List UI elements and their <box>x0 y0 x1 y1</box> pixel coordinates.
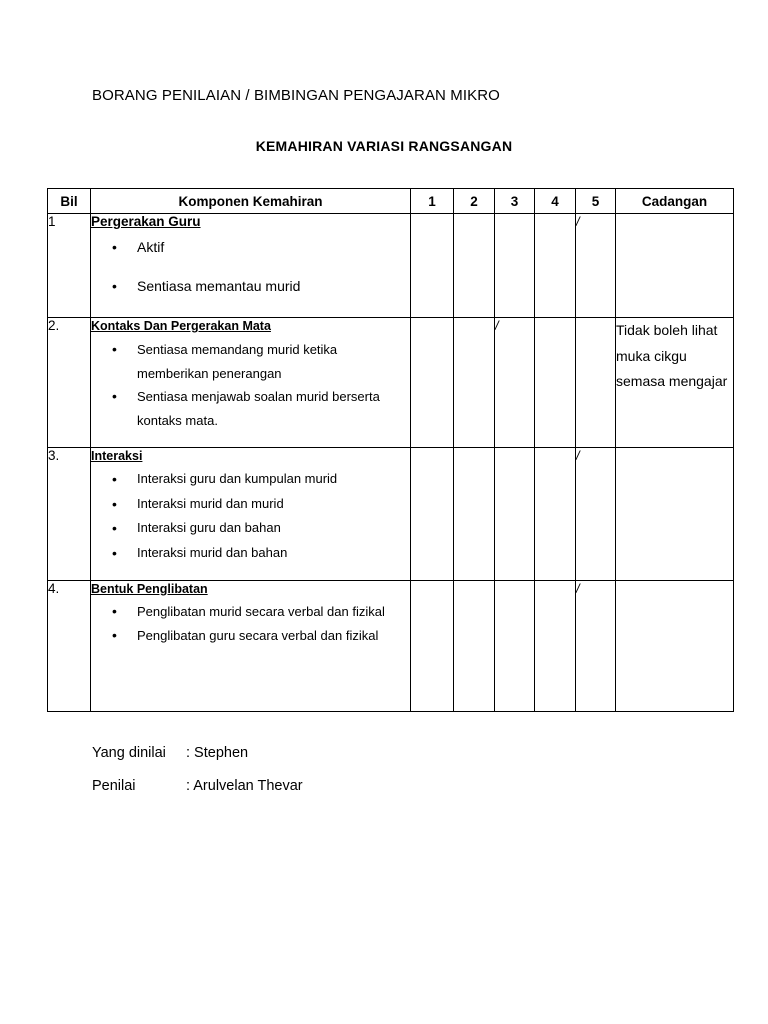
component-heading: Bentuk Penglibatan <box>91 582 208 596</box>
list-item: • Sentiasa menjawab soalan murid berserta kontaks mata. <box>91 385 410 432</box>
header-score-5: 5 <box>576 189 616 214</box>
component-points <box>91 338 410 432</box>
score-cell-4 <box>535 448 576 581</box>
score-cell-3 <box>495 214 535 318</box>
evaluation-table <box>47 188 734 712</box>
component-cell <box>91 214 411 318</box>
evaluator-value: : Arulvelan Thevar <box>186 778 303 794</box>
evaluator-label: Penilai <box>92 778 136 794</box>
score-cell-3 <box>495 581 535 712</box>
row-number: 1 <box>48 214 91 318</box>
list-item: • Sentiasa memantau murid <box>91 276 410 296</box>
header-komponen: Komponen Kemahiran <box>91 189 411 214</box>
header-cadangan: Cadangan <box>616 189 734 214</box>
evaluator-line <box>92 778 303 794</box>
evaluated-line <box>92 745 248 761</box>
evaluated-label: Yang dinilai <box>92 745 166 761</box>
score-cell-5 <box>576 318 616 448</box>
section-title: KEMAHIRAN VARIASI RANGSANGAN <box>255 138 513 154</box>
list-item: • Sentiasa memandang murid ketika memberikan penerangan <box>91 338 410 385</box>
score-cell-1 <box>411 214 454 318</box>
list-item: • Interaksi murid dan bahan <box>91 541 410 566</box>
list-item: • Penglibatan guru secara verbal dan fizikal <box>91 624 410 648</box>
component-cell <box>91 448 411 581</box>
evaluated-value: : Stephen <box>186 745 249 761</box>
document-title: BORANG PENILAIAN / BIMBINGAN PENGAJARAN MIKRO <box>92 87 500 104</box>
header-score-4: 4 <box>535 189 576 214</box>
score-cell-5: / <box>576 581 616 712</box>
component-points <box>91 237 410 296</box>
header-score-2: 2 <box>454 189 495 214</box>
component-heading: Pergerakan Guru <box>91 214 201 229</box>
score-cell-3 <box>495 448 535 581</box>
header-score-1: 1 <box>411 189 454 214</box>
component-points <box>91 600 410 647</box>
list-item: • Interaksi guru dan kumpulan murid <box>91 467 410 492</box>
row-number: 2. <box>48 318 91 448</box>
list-item: • Penglibatan murid secara verbal dan fizikal <box>91 600 410 624</box>
cadangan-cell <box>616 214 734 318</box>
table-header-row <box>48 189 734 214</box>
score-cell-1 <box>411 448 454 581</box>
score-cell-1 <box>411 581 454 712</box>
score-cell-3: / <box>495 318 535 448</box>
score-cell-5: / <box>576 214 616 318</box>
component-heading: Interaksi <box>91 449 143 463</box>
row-number: 3. <box>48 448 91 581</box>
list-item: • Interaksi murid dan murid <box>91 492 410 517</box>
table-row <box>48 214 734 318</box>
component-heading: Kontaks Dan Pergerakan Mata <box>91 319 271 333</box>
cadangan-cell: Tidak boleh lihat muka cikgu semasa mengajar <box>616 318 734 448</box>
score-cell-2 <box>454 214 495 318</box>
table-row <box>48 448 734 581</box>
component-cell <box>91 581 411 712</box>
score-cell-1 <box>411 318 454 448</box>
component-points <box>91 467 410 565</box>
score-cell-4 <box>535 581 576 712</box>
score-cell-2 <box>454 581 495 712</box>
header-score-3: 3 <box>495 189 535 214</box>
table-row <box>48 318 734 448</box>
row-number: 4. <box>48 581 91 712</box>
score-cell-2 <box>454 318 495 448</box>
component-cell <box>91 318 411 448</box>
list-item: • Interaksi guru dan bahan <box>91 516 410 541</box>
score-cell-4 <box>535 318 576 448</box>
score-cell-5: / <box>576 448 616 581</box>
score-cell-2 <box>454 448 495 581</box>
list-item: • Aktif <box>91 237 410 257</box>
cadangan-cell <box>616 581 734 712</box>
score-cell-4 <box>535 214 576 318</box>
cadangan-cell <box>616 448 734 581</box>
header-bil: Bil <box>48 189 91 214</box>
table-row <box>48 581 734 712</box>
